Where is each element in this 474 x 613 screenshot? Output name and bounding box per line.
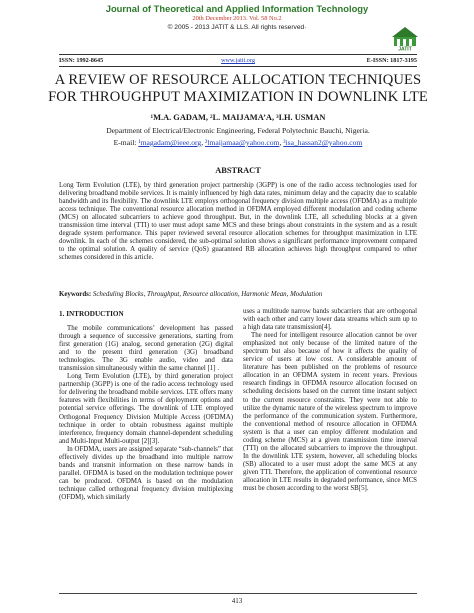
intro-paragraph-2: Long Term Evolution (LTE), by third generation project partnership (3GPP) is one of the radio access technology used for delivering the broadband mobile services. LTE offers many features with flexibilities in terms of deployment options and potential service offerings. The downlink of LTE employed Orthogonal Frequency Division Multiple Access (OFDMA) technique in order to obtain robustness against multiple interference, frequency domain channel-dependent scheduling and Multi-Input Multi-output [2][3].	[59, 373, 233, 445]
issn-bar	[59, 54, 417, 67]
column-right	[243, 308, 417, 493]
author-list: ¹M.A. GADAM, ²L. MAIJAMA’A, ³I.H. USMAN	[150, 113, 326, 122]
title-line-2: FOR THROUGHPUT MAXIMIZATION IN DOWNLINK LTE	[48, 89, 428, 105]
email-link-2[interactable]: ²lmaijamaa@yahoo.com	[205, 138, 280, 147]
abstract-heading: ABSTRACT	[215, 166, 261, 175]
title-line-1: A REVIEW OF RESOURCE ALLOCATION TECHNIQUES	[54, 72, 422, 88]
copyright-line: © 2005 - 2013 JATIT & LLS. All rights reserved·	[167, 24, 307, 31]
email-line: E-mail: ¹magadam@ieee.org, ²lmaijamaa@yahoo.com, ³isa_hassan2@yahoo.com	[113, 138, 363, 147]
page-number: 413	[231, 597, 243, 605]
intro-paragraph-3: In OFDMA, users are assigned separate “sub-channels” that effectively divides up the broadband into multiple narrow bands and transmit information on these narrow bands in parallel. OFDMA is based on the modulation technique power can be produced. OFDMA is based on the modulation technique called orthogonal frequency division multiplexing (OFDM), which similarly	[59, 445, 233, 501]
abstract-text: Long Term Evolution (LTE), by third generation project partnership (3GPP) is one of the radio access technologies used for delivering broadband mobile services. It is mainly influenced by high data rates, minimum delay and the capacity due to scalable bandwidth and its flexibility. The downlink LTE employs orthogonal frequency division multiple access (OFDMA) as a multiple access technique. The conventional resource allocation method in OFDMA employed different modulation and coding scheme (MCS) on allocated subcarriers to achieve good throughput. But, in the downlink LTE, all scheduling blocks at a given transmission time interval (TTI) to user must adopt same MCS and these brings about constraints in the system and as a result degrade system performance. This paper reviewed several resource allocation schemes for throughput maximization in LTE downlink. In each of the schemes considered, the sub-optimal solution shows a significant performance improvement compared to the optimal solution. A quality of service (QoS) guaranteed RB allocation achieves high throughput compared to other schemes considered in this article.	[59, 182, 417, 262]
intro-paragraph-5: The need for intelligent resource allocation cannot be over emphasized not only because of the limited nature of the spectrum but also because of how it affects the quality of service of users at low cost. A considerable amount of literature has been published on the problems of resource allocation in an OFDMA system in recent years. Previous research findings in OFDMA resource allocation focused on scheduling decisions based on the current time instant subject to the current resource constraints. They were not able to utilize the dynamic nature of the wireless spectrum to improve the performance of the communication system. Furthermore, the conventional method of resource allocation in OFDMA system is that a user can employ different modulation and coding scheme (MCS) at a given transmission time interval (TTI) on the allocated subcarriers to improve the throughput. In the downlink LTE system, however, all scheduling blocks (SB) allocated to a user must adopt the same MCS at any given TTI. Therefore, the application of conventional resource allocation in LTE results in degraded performance, since MCS must be chosen according to the worst SB[5].	[243, 332, 417, 493]
journal-name: Journal of Theoretical and Applied Information Technology	[105, 3, 369, 14]
section-heading-introduction: 1. INTRODUCTION	[59, 310, 124, 318]
intro-paragraph-1: The mobile communications’ development has passed through a sequence of successive generations, starting from first generation (1G) analog, second generation (2G) digital and to the present third generation (3G) broadband technologies. The 3G enable audio, video and data transmission simultaneously within the same channel [1] .	[59, 325, 233, 373]
footer-rule	[59, 593, 417, 594]
keywords-line	[59, 291, 417, 299]
column-left	[59, 325, 233, 502]
email-link-3[interactable]: ³isa_hassan2@yahoo.com	[283, 138, 363, 147]
jatit-logo	[388, 23, 422, 51]
logo-text: JATIT	[398, 46, 412, 51]
e-issn: E-ISSN: 1817-3195	[366, 57, 417, 64]
affiliation: Department of Electrical/Electronic Engineering, Federal Polytechnic Bauchi, Nigeria.	[106, 126, 370, 135]
keywords-label: Keywords:	[59, 291, 92, 298]
issn: ISSN: 1992-8645	[59, 57, 104, 64]
journal-issue: 20th December 2013. Vol. 58 No.2	[192, 15, 282, 22]
intro-paragraph-4: uses a multitude narrow bands subcarriers that are orthogonal with each other and carry lower data streams which sum up to a high data rate transmission[4].	[243, 308, 417, 332]
email-label: E-mail:	[113, 138, 137, 147]
keywords-list: Scheduling Blocks, Throughput, Resource allocation, Harmonic Mean, Modulation	[92, 291, 323, 298]
journal-url-link[interactable]: www.jatit.org	[221, 57, 255, 64]
email-link-1[interactable]: ¹magadam@ieee.org	[138, 138, 202, 147]
paper-title	[40, 72, 436, 106]
